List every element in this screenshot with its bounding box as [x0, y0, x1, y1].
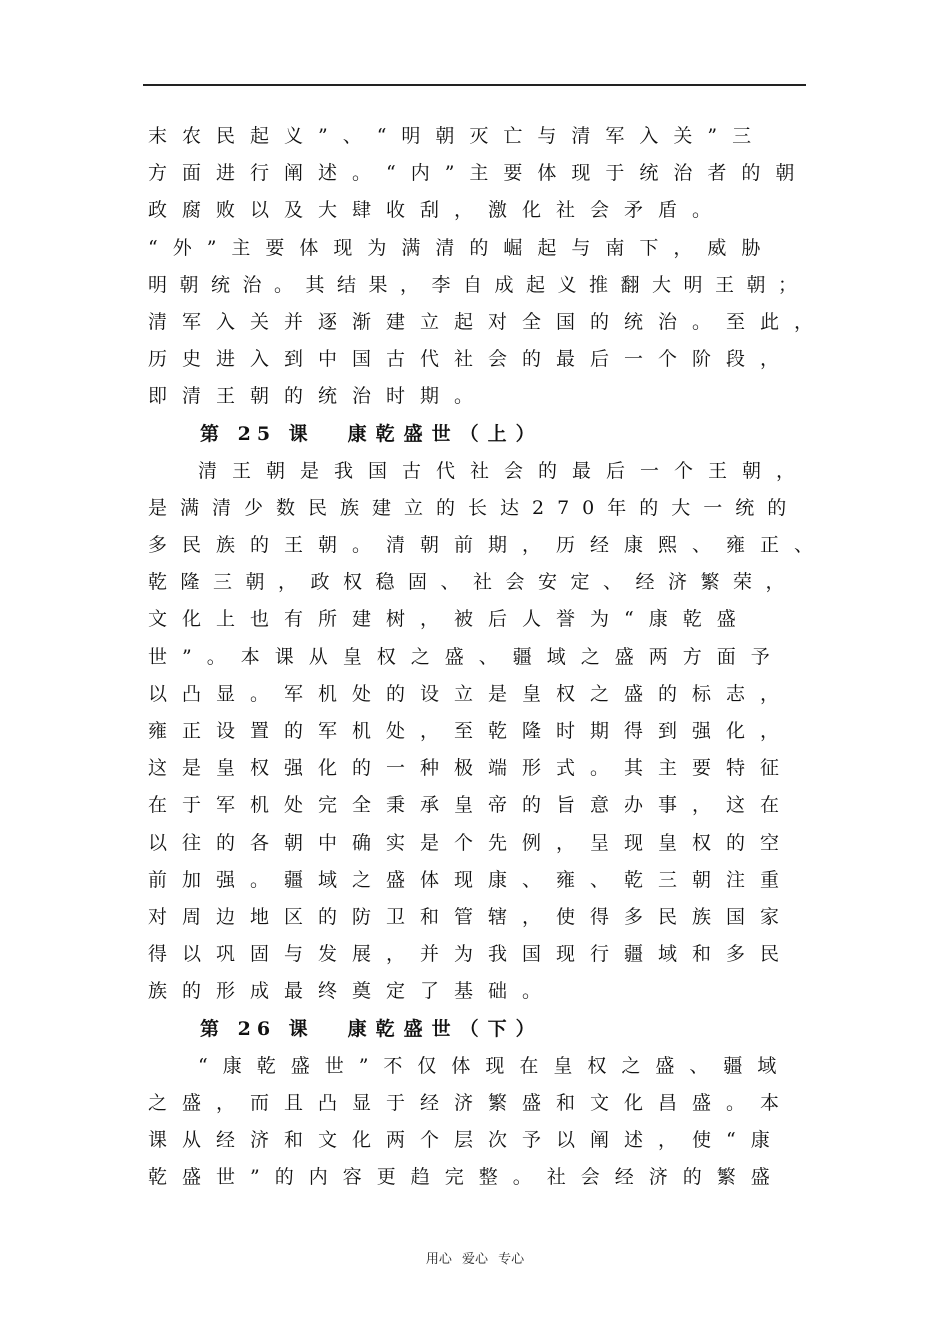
text-line: 明朝统治。其结果，李自成起义推翻大明王朝； — [148, 273, 810, 296]
text-line: 是满清少数民族建立的长达270年的大一统的 — [148, 496, 800, 519]
lesson-26-number: 第 26 课 — [200, 1017, 314, 1040]
text-line: 世”。本课从皇权之盛、疆域之盛两方面予 — [148, 645, 785, 668]
text-line: 方面进行阐述。“内”主要体现于统治者的朝 — [148, 162, 810, 185]
text-line: 文化上也有所建树，被后人誉为“康乾盛 — [148, 608, 751, 631]
text-line: 以往的各朝中确实是个先例，呈现皇权的空 — [148, 831, 795, 854]
text-line: 族的形成最终奠定了基础。 — [148, 980, 557, 1003]
text-line: 政腐败以及大肆收刮，激化社会矛盾。 — [148, 199, 727, 222]
text-line: 多民族的王朝。清朝前期，历经康熙、雍正、 — [148, 534, 829, 557]
text-line: 清军入关并逐渐建立起对全国的统治。至此， — [148, 310, 829, 333]
text-line: 末农民起义”、“明朝灭亡与清军入关”三 — [148, 125, 767, 147]
text-line: 得以巩固与发展，并为我国现行疆域和多民 — [148, 943, 795, 966]
text-line: 之盛，而且凸显于经济繁盛和文化昌盛。本 — [148, 1091, 795, 1114]
lesson-26-heading — [148, 1011, 820, 1048]
text-line: 这是皇权强化的一种极端形式。其主要特征 — [148, 757, 795, 780]
text-line: 前加强。疆域之盛体现康、雍、乾三朝注重 — [148, 868, 795, 891]
text-line: 对周边地区的防卫和管辖，使得多民族国家 — [148, 905, 795, 928]
text-line: 历史进入到中国古代社会的最后一个阶段， — [148, 348, 795, 371]
lesson-26-title: 康乾盛世（下） — [347, 1017, 544, 1040]
document-body — [148, 118, 829, 1196]
text-line: 即清王朝的统治时期。 — [148, 385, 489, 408]
lesson-25-title: 康乾盛世（上） — [347, 422, 544, 445]
lesson-25-heading — [148, 416, 820, 453]
lesson-25-number: 第 25 课 — [200, 422, 314, 445]
header-rule — [143, 84, 806, 86]
text-line: 清王朝是我国古代社会的最后一个王朝， — [198, 459, 811, 482]
text-line: “康乾盛世”不仅体现在皇权之盛、疆域 — [198, 1054, 792, 1077]
text-line: 雍正设置的军机处，至乾隆时期得到强化， — [148, 720, 795, 742]
text-line: 在于军机处完全秉承皇帝的旨意办事，这在 — [148, 794, 795, 817]
text-line: 以凸显。军机处的设立是皇权之盛的标志， — [148, 682, 795, 705]
text-line: “外”主要体现为满清的崛起与南下，威胁 — [148, 236, 776, 259]
text-line: 乾盛世”的内容更趋完整。社会经济的繁盛 — [148, 1166, 785, 1189]
text-line: 乾隆三朝，政权稳固、社会安定、经济繁荣， — [148, 571, 799, 594]
text-line: 课从经济和文化两个层次予以阐述，使“康 — [148, 1129, 785, 1152]
page-footer: 用心 爱心 专心 — [425, 1252, 525, 1267]
